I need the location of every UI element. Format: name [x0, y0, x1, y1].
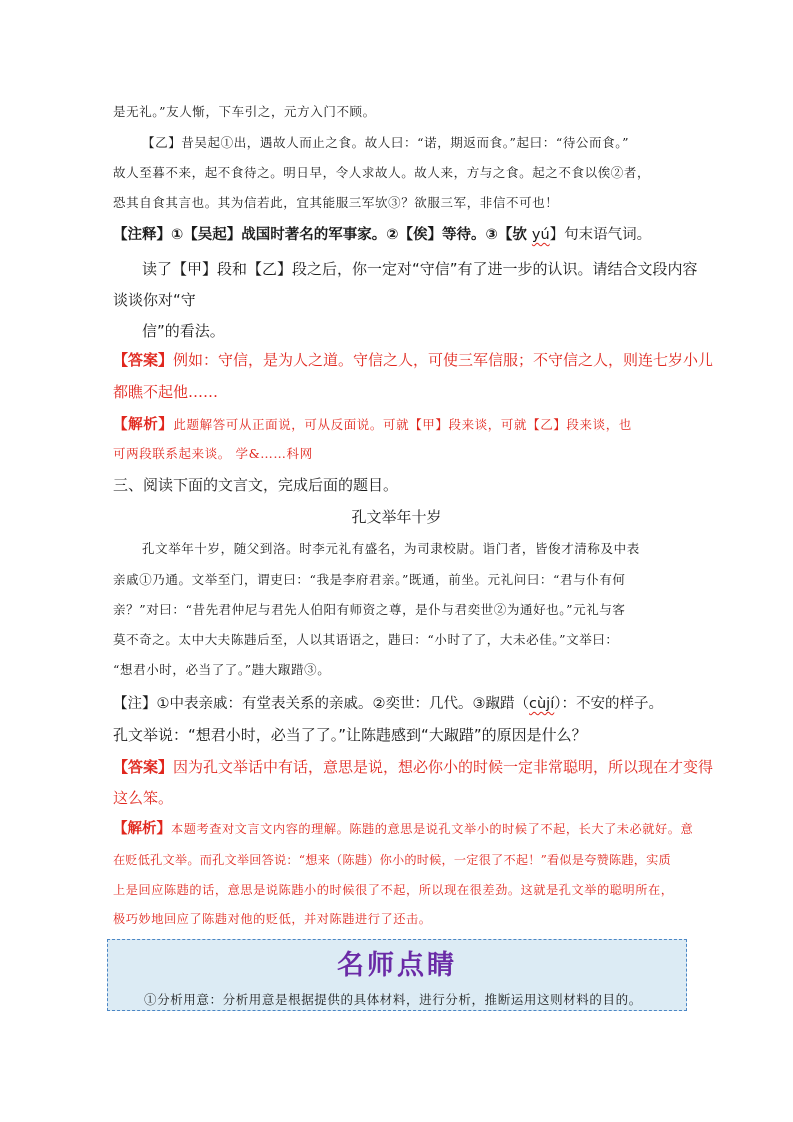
analysis-2-label: 【解析】: [113, 821, 171, 837]
question-1-line-3: 信”的看法。: [142, 322, 225, 340]
section-3-title: 孔文举年十岁: [351, 508, 442, 526]
answer-2-label: 【答案】: [113, 758, 174, 776]
note-2: [113, 697, 663, 712]
tip-box: [107, 939, 687, 1011]
question-1-line-1: 读了【甲】段和【乙】段之后，你一定对“守信”有了进一步的认识。请结合文段内容: [142, 260, 698, 278]
section-3-heading: 三、阅读下面的文言文，完成后面的题目。: [113, 476, 399, 494]
question-1-line-2: 谈谈你对“守: [113, 291, 196, 309]
answer-1-text: 例如：守信，是为人之道。守信之人，可使三军信服；不守信之人，则连七岁小儿: [173, 351, 714, 369]
answer-1-line-2: 都瞧不起他……: [113, 383, 219, 401]
tip-title: 名师点睛: [337, 950, 457, 981]
answer-2-line-2: 这么笨。: [113, 789, 174, 807]
analysis-2-text: 本题考查对文言文内容的理解。陈韪的意思是说孔文举小的时候了不起，长大了未必就好。意: [171, 822, 694, 836]
note-2-pinyin: cùjí: [529, 696, 555, 712]
passage-b-line-2: 故人至暮不来，起不食待之。明日早，令人求故人。故人来，方与之食。起之不食以俟②者，: [113, 165, 651, 180]
passage-c-line-5: “想君小时，必当了了。”韪大踧踖③。: [113, 662, 331, 677]
analysis-2-line-3: 上是回应陈韪的话，意思是说陈韪小的时候很了不起，所以现在很差劲。这就是孔文举的聪明所在，: [113, 883, 674, 897]
tip-text: ①分析用意：分析用意是根据提供的具体材料，进行分析，推断运用这则材料的目的。: [144, 992, 642, 1007]
answer-2-line-1: [113, 760, 713, 775]
analysis-1-text: 此题解答可从正面说，可从反面说。可就【甲】段来谈，可就【乙】段来谈，也: [173, 417, 632, 432]
passage-b-line-1: 【乙】昔吴起①出，遇故人而止之食。故人曰：“诺，期返而食。”起曰：“待公而食。”: [142, 135, 630, 150]
answer-1-label: 【答案】: [113, 351, 174, 369]
analysis-2-line-4: 极巧妙地回应了陈韪对他的贬低，并对陈韪进行了还击。: [113, 912, 432, 926]
note-1-text: 【注释】①【吴起】战国时著名的军事家。②【俟】等待。③【欤: [113, 227, 532, 243]
analysis-1-line-2: 可两段联系起来谈。 学&……科网: [113, 446, 313, 461]
question-2: 孔文举说：“想君小时，必当了了。”让陈韪感到“大踧踖”的原因是什么？: [113, 726, 587, 744]
answer-2-text: 因为孔文举话中有话，意思是说，想必你小的时候一定非常聪明，所以现在才变得: [173, 758, 714, 776]
passage-b-line-0: 是无礼。”友人惭，下车引之，元方入门不顾。: [113, 104, 376, 119]
note-1-pinyin: yú: [531, 227, 550, 243]
passage-c-line-1: 孔文举年十岁，随父到洛。时李元礼有盛名，为司隶校尉。诣门者，皆俊才清称及中表: [142, 541, 640, 556]
note-2-tail: ）：不安的样子。: [554, 696, 663, 712]
passage-c-line-2: 亲戚①乃通。文举至门，谓吏曰：“我是李府君亲。”既通，前坐。元礼问曰：“君与仆有何: [113, 572, 626, 587]
analysis-1-label: 【解析】: [113, 417, 174, 433]
analysis-2-line-1: [113, 822, 693, 837]
note-1: [113, 228, 651, 243]
passage-c-line-3: 亲？”对曰：“昔先君仲尼与君先人伯阳有师资之尊，是仆与君奕世②为通好也。”元礼与客: [113, 602, 626, 617]
passage-c-line-4: 莫不奇之。太中大夫陈韪后至，人以其语语之，韪曰：“小时了了，大未必佳。”文举曰：: [113, 632, 619, 647]
passage-b-line-3: 恐其自食其言也。其为信若此，宜其能服三军欤③？欲服三军，非信不可也！: [113, 195, 559, 210]
note-1-tail: 】句末语气词。: [549, 227, 652, 243]
analysis-1-line-1: [113, 418, 632, 433]
note-2-text: 【注】①中表亲戚：有堂表关系的亲戚。②奕世：几代。③踧踖（: [113, 696, 529, 712]
analysis-2-line-2: 在贬低孔文举。而孔文举回答说：“想来（陈韪）你小的时候，一定很了不起！”看似是夸赞陈韪，实质: [113, 853, 671, 867]
answer-1-line-1: [113, 353, 713, 368]
